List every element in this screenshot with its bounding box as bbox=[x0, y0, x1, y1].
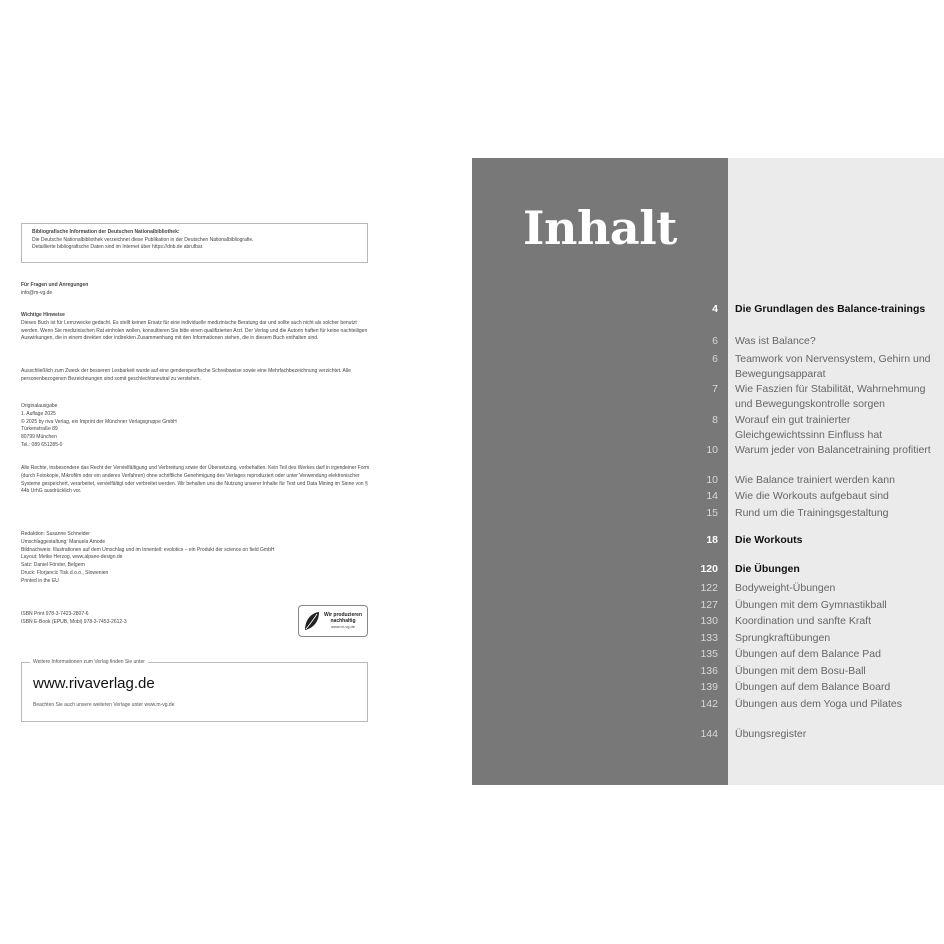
toc-entry-text: Die Übungen bbox=[735, 563, 800, 575]
credit-line: Druck: Florjancic Tisk d.o.o., Slowenien bbox=[21, 569, 109, 576]
copyright-line: © 2025 by riva Verlag, ein Imprint der Münchner Verlagsgruppe GmbH bbox=[21, 418, 177, 425]
publisher-block bbox=[21, 403, 371, 450]
toc-entry-text: Die Workouts bbox=[735, 534, 803, 546]
toc-entry-text: Was ist Balance? bbox=[735, 335, 816, 347]
publisher-city: 80799 München bbox=[21, 434, 57, 441]
hint-text: Dieses Buch ist für Lernzwecke gedacht. Es stellt keinen Ersatz für eine individuelle medizinische Beratung dar und sollte auch nicht als solcher benutzt werden. Wenn Sie medizinischen Rat einholen wollen, konsultieren Sie bitte einen qualifizierten Arzt. Der Verlag und die Autorin haften für keine nachteiligen Auswirkungen, die in einem direkten oder indirekten Zusammenhang mit den Informationen stehen, die in diesem Buch enthalten sind. bbox=[21, 319, 368, 342]
toc-entry-text: Worauf ein gut trainierter Gleichgewichtssinn Einfluss hat bbox=[735, 414, 883, 441]
toc-entry-text: Koordination und sanfte Kraft bbox=[735, 615, 872, 627]
toc-page-number: 8 bbox=[712, 414, 718, 426]
toc-entry-text: Rund um die Trainingsgestaltung bbox=[735, 507, 889, 519]
publisher-website-link[interactable]: www.rivaverlag.de bbox=[33, 675, 155, 692]
toc-entry-text: Übungsregister bbox=[735, 728, 807, 740]
publisher-web-box bbox=[21, 659, 368, 722]
toc-page-number: 10 bbox=[706, 474, 718, 486]
logo-text bbox=[324, 612, 362, 630]
edition-label: Originalausgabe bbox=[21, 403, 58, 409]
credit-line: Redaktion: Susanne Schneider bbox=[21, 531, 90, 537]
toc-page-number: 133 bbox=[700, 632, 718, 644]
credit-line: Bildnachweis: Illustrationen auf dem Umschlag und im Innenteil: evolotics – ein Produkt der science on field GmbH bbox=[21, 546, 275, 553]
logo-line: nachhaltig bbox=[330, 618, 356, 624]
hint-title: Wichtige Hinweise bbox=[21, 312, 65, 318]
toc-entry-text: Sprungkraftübungen bbox=[735, 632, 831, 644]
toc-entry-text: Die Grundlagen des Balance-trainings bbox=[735, 303, 926, 315]
toc-entry-text: Wie Faszien für Stabilität, Wahrnehmung und Bewegungskontrolle sorgen bbox=[735, 383, 926, 410]
gender-note: Ausschließlich zum Zweck der besseren Lesbarkeit wurde auf eine genderspezifische Schreibweise sowie eine Mehrfachbezeichnung verzichtet. Alle personenbezogenen Bezeichnungen sind somit geschlechtsneutral zu verstehen. bbox=[21, 368, 351, 382]
contact-block bbox=[21, 282, 371, 298]
web-box-legend: Weitere Informationen zum Verlag finden Sie unter bbox=[30, 659, 148, 665]
toc-entry-text: Übungen auf dem Balance Pad bbox=[735, 648, 881, 660]
toc-page-number: 142 bbox=[700, 698, 718, 710]
publisher-phone: Tel.: 089 651285-0 bbox=[21, 441, 63, 448]
bib-line: Die Deutsche Nationalbibliothek verzeichnet diese Publikation in der Deutschen Nationalbibliografie. bbox=[32, 236, 254, 243]
edition-number: 1. Auflage 2025 bbox=[21, 410, 56, 417]
toc-entry-text: Wie Balance trainiert werden kann bbox=[735, 474, 895, 486]
credit-line: Satz: Daniel Förster, Belgern bbox=[21, 562, 85, 569]
isbn-ebook: ISBN E-Book (EPUB, Mobi) 978-3-7453-2612-3 bbox=[21, 618, 127, 625]
toc-entry-text: Bodyweight-Übungen bbox=[735, 582, 836, 594]
isbn-print: ISBN Print 978-3-7423-2807-6 bbox=[21, 611, 89, 617]
leaf-icon bbox=[303, 610, 321, 632]
toc-page-number: 122 bbox=[700, 582, 718, 594]
bib-line: Detaillierte bibliografische Daten sind im Internet über https://dnb.de abrufbar. bbox=[32, 244, 204, 250]
toc-page-number: 4 bbox=[712, 303, 718, 315]
toc-entry-text: Teamwork von Nervensystem, Gehirn und Bewegungsapparat bbox=[735, 353, 931, 380]
toc-entry-text: Wie die Workouts aufgebaut sind bbox=[735, 490, 889, 502]
toc-page-number: 130 bbox=[700, 615, 718, 627]
toc-page-number: 10 bbox=[706, 444, 718, 456]
contact-title: Für Fragen und Anregungen bbox=[21, 282, 89, 288]
contact-email: info@m-vg.de bbox=[21, 289, 53, 296]
credit-line: Printed in the EU bbox=[21, 577, 59, 584]
toc-page-number: 135 bbox=[700, 648, 718, 660]
web-box-footnote: Beachten Sie auch unsere weiteren Verlage unter www.m-vg.de bbox=[33, 702, 175, 708]
toc-page-number: 18 bbox=[706, 534, 718, 546]
toc-page-number: 144 bbox=[700, 728, 718, 740]
credit-line: Umschlaggestaltung: Manuela Amode bbox=[21, 538, 106, 545]
credits-block bbox=[21, 531, 371, 586]
hint-block bbox=[21, 312, 371, 343]
toc-entry-text: Übungen aus dem Yoga und Pilates bbox=[735, 698, 902, 710]
toc-page-number: 14 bbox=[706, 490, 718, 502]
toc-entry-text: Warum jeder von Balancetraining profitiert bbox=[735, 444, 931, 456]
toc-page-number: 7 bbox=[712, 383, 718, 395]
toc-page-number: 139 bbox=[700, 681, 718, 693]
bib-title: Bibliografische Information der Deutschen Nationalbibliothek: bbox=[32, 229, 180, 235]
toc-page-number: 120 bbox=[700, 563, 718, 575]
toc-page-number: 127 bbox=[700, 599, 718, 611]
toc-title: Inhalt bbox=[523, 201, 677, 255]
toc-entry-text: Übungen auf dem Balance Board bbox=[735, 681, 891, 693]
rights-text: Alle Rechte, insbesondere das Recht der Vervielfältigung und Verbreitung sowie der Übersetzung, vorbehalten. Kein Teil des Werkes darf in irgendeiner Form (durch Fotokopie, Mikrofilm oder ein anderes Verfahren) ohne schriftliche Genehmigung des Verlages reproduziert oder unter Verwendung elektronischer Systeme gespeichert, verarbeitet, vervielfältigt oder verbreitet werden. Wir behalten uns die Nutzung unserer Inhalte für Text und Data Mining im Sinne von § 44b UrhG ausdrücklich vor. bbox=[21, 465, 370, 495]
sustainability-logo bbox=[298, 605, 368, 637]
bibliographic-info-box bbox=[21, 223, 368, 263]
logo-line: Wir produzieren bbox=[324, 612, 363, 618]
toc-page-number: 15 bbox=[706, 507, 718, 519]
toc-entry-text: Übungen mit dem Bosu-Ball bbox=[735, 665, 866, 677]
credit-line: Layout: Meike Herzog, www.alpsee-design.de bbox=[21, 554, 123, 561]
toc-page-number: 136 bbox=[700, 665, 718, 677]
toc-page-number: 6 bbox=[712, 335, 718, 347]
toc-entry-text: Übungen mit dem Gymnastikball bbox=[735, 599, 887, 611]
publisher-street: Türkenstraße 89 bbox=[21, 426, 58, 433]
logo-url: www.m-vg.de bbox=[331, 624, 356, 629]
toc-page-number: 6 bbox=[712, 353, 718, 365]
